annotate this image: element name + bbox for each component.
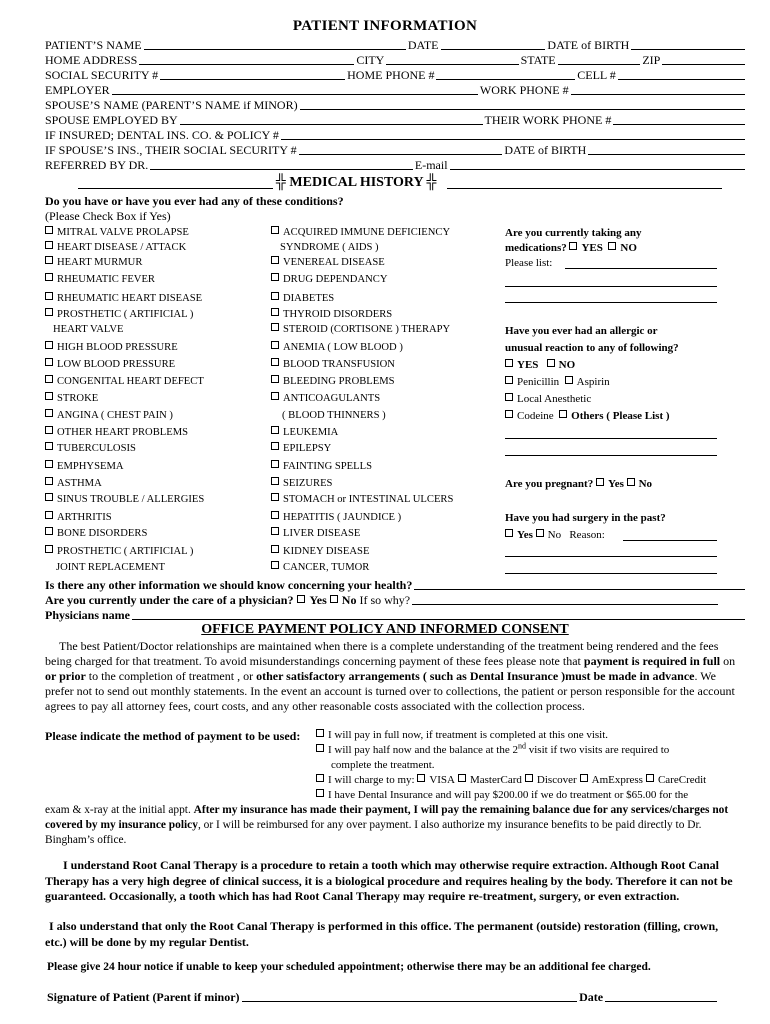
card-carecredit-label: CareCredit — [657, 774, 707, 786]
condition-label: FAINTING SPELLS — [283, 461, 372, 472]
card-amexpress-checkbox[interactable] — [580, 774, 588, 782]
policy-p1-part-c: on — [720, 654, 736, 668]
condition-item — [53, 323, 124, 336]
meds-yes-checkbox[interactable] — [569, 242, 577, 250]
row-ssn — [45, 68, 745, 82]
condition-checkbox[interactable] — [45, 358, 53, 366]
card-discover-label: Discover — [536, 774, 577, 786]
condition-item — [271, 545, 369, 558]
condition-label: PROSTHETIC ( ARTIFICIAL ) — [57, 546, 194, 557]
condition-item — [271, 292, 334, 305]
label-spouse-name: SPOUSE’S NAME (PARENT’S NAME if MINOR) — [45, 98, 298, 112]
condition-checkbox[interactable] — [271, 375, 279, 383]
policy-p2-part-c: , or I will be reimbursed for any over payment. I also authorize my insurance benefits to be paid directly to Dr. Bingham’s office. — [45, 819, 702, 846]
condition-checkbox[interactable] — [271, 527, 279, 535]
label-home-address: HOME ADDRESS — [45, 53, 138, 67]
condition-checkbox[interactable] — [45, 226, 53, 234]
other-info-label: Is there any other information we should know concerning your health? — [45, 578, 413, 592]
physician-yes-no — [297, 593, 410, 607]
condition-label: TUBERCULOSIS — [57, 443, 136, 454]
surgery-reason-field-3[interactable] — [505, 573, 717, 574]
condition-label: OTHER HEART PROBLEMS — [57, 427, 189, 438]
allergy-penicillin-aspirin — [505, 376, 610, 389]
medical-history-heading: ╬ MEDICAL HISTORY ╬ — [276, 175, 437, 190]
allergy-codeine-others — [505, 410, 670, 423]
condition-checkbox[interactable] — [45, 341, 53, 349]
pay-half-checkbox[interactable] — [316, 744, 324, 752]
physician-yes-checkbox[interactable] — [297, 595, 305, 603]
policy-p1-part-b: payment is required in full — [583, 654, 721, 668]
label-zip: ZIP — [642, 53, 661, 67]
meds-question-line1: Are you currently taking any — [505, 227, 642, 239]
condition-item — [280, 241, 379, 254]
condition-label: KIDNEY DISEASE — [283, 546, 370, 557]
surgery-row — [505, 529, 605, 542]
pay-half-label-b: visit if two visits are required to — [526, 744, 670, 756]
medical-history-title: MEDICAL HISTORY — [289, 175, 424, 190]
field-patient-name[interactable] — [144, 40, 406, 50]
condition-item — [45, 392, 98, 405]
payment-option-2 — [316, 741, 670, 757]
card-mastercard-label: MasterCard — [469, 774, 522, 786]
surgery-no-label: No — [547, 529, 562, 541]
condition-item — [45, 341, 178, 354]
condition-item — [45, 477, 102, 490]
label-state: STATE — [520, 53, 556, 67]
condition-item — [45, 442, 136, 455]
condition-item — [45, 426, 188, 439]
please-list-label: Please list: — [505, 257, 553, 269]
physicians-name-field[interactable] — [132, 610, 745, 620]
meds-yes-label: YES — [581, 242, 603, 254]
allergy-local-anesthetic — [505, 393, 591, 406]
condition-checkbox[interactable] — [45, 375, 53, 383]
label-employer: EMPLOYER — [45, 83, 110, 97]
penicillin-label: Penicillin — [517, 376, 560, 388]
policy-paragraph-1 — [45, 639, 740, 714]
condition-label: PROSTHETIC ( ARTIFICIAL ) — [57, 309, 194, 320]
condition-checkbox[interactable] — [271, 273, 279, 281]
other-info-field[interactable] — [414, 580, 745, 590]
physician-question: Are you currently under the care of a physician? — [45, 593, 294, 607]
pregnant-yes-checkbox[interactable] — [596, 478, 604, 486]
heading-rule-right — [447, 188, 722, 189]
condition-label: BONE DISORDERS — [57, 528, 148, 539]
policy-p2-part-a: exam & x-ray at the initial appt. — [45, 804, 194, 816]
condition-item — [271, 273, 387, 286]
condition-label: DIABETES — [283, 293, 335, 304]
pay-half-label-a: I will pay half now and the balance at the 2 — [328, 744, 518, 756]
field-spouse-dob[interactable] — [588, 145, 745, 155]
charge-card-label: I will charge to my: — [328, 774, 415, 786]
condition-label: BLEEDING PROBLEMS — [283, 376, 395, 387]
condition-item — [45, 493, 204, 506]
meds-no-label: NO — [620, 242, 637, 254]
field-home-phone[interactable] — [436, 70, 575, 80]
condition-item — [45, 308, 193, 321]
surgery-reason-field-1[interactable] — [623, 540, 717, 541]
label-home-phone: HOME PHONE # — [347, 68, 435, 82]
label-referred-by: REFERRED BY DR. — [45, 158, 149, 172]
page-title: PATIENT INFORMATION — [292, 18, 478, 34]
condition-label: HEART VALVE — [53, 324, 124, 335]
row-insurance — [45, 128, 745, 142]
signature-label: Signature of Patient (Parent if minor) — [47, 990, 240, 1004]
check-hint: (Please Check Box if Yes) — [45, 209, 171, 223]
field-dob[interactable] — [631, 40, 745, 50]
condition-checkbox[interactable] — [45, 292, 53, 300]
condition-item — [271, 561, 369, 574]
card-mastercard-checkbox[interactable] — [458, 774, 466, 782]
policy-paragraph-2 — [45, 803, 740, 848]
allergy-question-line1: Have you ever had an allergic or — [505, 325, 658, 337]
dental-insurance-label: I have Dental Insurance and will pay $200.00 if we do treatment or $65.00 for the — [328, 789, 689, 801]
meds-no-checkbox[interactable] — [608, 242, 616, 250]
condition-label: SYNDROME ( AIDS ) — [280, 242, 379, 253]
row-spouse-employer — [45, 113, 745, 127]
allergy-yes-label: YES — [517, 359, 539, 371]
condition-checkbox[interactable] — [271, 493, 279, 501]
condition-label: VENEREAL DISEASE — [283, 257, 385, 268]
codeine-label: Codeine — [517, 410, 554, 422]
pay-half-superscript: nd — [518, 741, 526, 751]
condition-checkbox[interactable] — [45, 273, 53, 281]
condition-checkbox[interactable] — [45, 511, 53, 519]
condition-label: RHEUMATIC HEART DISEASE — [57, 293, 203, 304]
label-ssn: SOCIAL SECURITY # — [45, 68, 159, 82]
pregnant-no-label: No — [638, 478, 653, 490]
condition-item — [45, 409, 173, 422]
field-employer[interactable] — [112, 85, 478, 95]
card-discover-checkbox[interactable] — [525, 774, 533, 782]
allergy-yes-checkbox[interactable] — [505, 359, 513, 367]
payment-option-2-cont: complete the treatment. — [331, 759, 435, 771]
condition-item — [271, 477, 332, 490]
condition-item — [45, 460, 124, 473]
field-spouse-name[interactable] — [300, 100, 745, 110]
condition-label: STEROID (CORTISONE ) THERAPY — [283, 324, 451, 335]
local-anesthetic-label: Local Anesthetic — [517, 393, 592, 405]
label-spouse-ins-ssn: IF SPOUSE’S INS., THEIR SOCIAL SECURITY # — [45, 143, 297, 157]
label-spouse-dob: DATE of BIRTH — [504, 143, 587, 157]
condition-checkbox[interactable] — [271, 460, 279, 468]
other-info-row — [45, 578, 745, 592]
condition-label: LIVER DISEASE — [283, 528, 361, 539]
allergy-no-checkbox[interactable] — [547, 359, 555, 367]
condition-checkbox[interactable] — [45, 409, 53, 417]
physician-row — [45, 593, 718, 607]
condition-checkbox[interactable] — [271, 341, 279, 349]
policy-p1-part-e: to the completion of treatment , or — [85, 669, 257, 683]
condition-item — [45, 358, 175, 371]
allergy-others-field-2[interactable] — [505, 455, 717, 456]
condition-label: ACQUIRED IMMUNE DEFICIENCY — [283, 227, 451, 238]
surgery-yes-checkbox[interactable] — [505, 529, 513, 537]
policy-p1-part-d: or prior — [45, 669, 86, 683]
condition-checkbox[interactable] — [271, 426, 279, 434]
field-city[interactable] — [386, 55, 518, 65]
condition-label: ASTHMA — [57, 478, 102, 489]
label-date: DATE — [407, 38, 439, 52]
pregnant-yes-label: Yes — [607, 478, 624, 490]
condition-item — [45, 511, 112, 524]
condition-label: RHEUMATIC FEVER — [57, 274, 155, 285]
condition-label: STOMACH or INTESTINAL ULCERS — [283, 494, 454, 505]
pay-in-full-checkbox[interactable] — [316, 729, 324, 737]
field-email[interactable] — [450, 160, 745, 170]
physician-no-checkbox[interactable] — [330, 595, 338, 603]
card-visa-label: VISA — [429, 774, 455, 786]
condition-label: BLOOD TRANSFUSION — [283, 359, 395, 370]
row-spouse-ins — [45, 143, 745, 157]
meds-list-field-3[interactable] — [505, 302, 717, 303]
condition-label: HEART MURMUR — [57, 257, 143, 268]
label-patient-name: PATIENT’S NAME — [45, 38, 142, 52]
condition-item — [271, 341, 403, 354]
condition-item — [271, 308, 392, 321]
condition-checkbox[interactable] — [271, 256, 279, 264]
condition-label: JOINT REPLACEMENT — [56, 562, 165, 573]
card-carecredit-checkbox[interactable] — [646, 774, 654, 782]
condition-checkbox[interactable] — [45, 477, 53, 485]
meds-list-field-2[interactable] — [505, 286, 717, 287]
label-insurance: IF INSURED; DENTAL INS. CO. & POLICY # — [45, 128, 279, 142]
restoration-paragraph: I also understand that only the Root Canal Therapy is performed in this office. The permanent (outside) restoration (filling, crown, etc.) will be done by my regular Dentist. — [45, 919, 719, 949]
dental-insurance-checkbox[interactable] — [316, 789, 324, 797]
pregnant-no-checkbox[interactable] — [627, 478, 635, 486]
physicians-name-label: Physicians name — [45, 608, 131, 622]
condition-checkbox[interactable] — [45, 442, 53, 450]
condition-checkbox[interactable] — [45, 392, 53, 400]
condition-checkbox[interactable] — [45, 256, 53, 264]
condition-label: EPILEPSY — [283, 443, 332, 454]
policy-p1-part-f: other satisfactory arrangements ( such as Dental Insurance )must be made in advance — [256, 669, 695, 683]
field-spouse-ins-ssn[interactable] — [299, 145, 503, 155]
meds-question-label: medications? — [505, 242, 567, 254]
condition-checkbox[interactable] — [271, 292, 279, 300]
allergy-yes-no — [505, 359, 575, 372]
condition-label: CONGENITAL HEART DEFECT — [57, 376, 204, 387]
condition-item — [271, 226, 450, 239]
codeine-checkbox[interactable] — [505, 410, 513, 418]
row-employer — [45, 83, 745, 97]
condition-label: MITRAL VALVE PROLAPSE — [57, 227, 189, 238]
surgery-yes-label: Yes — [517, 529, 533, 541]
condition-label: SINUS TROUBLE / ALLERGIES — [57, 494, 205, 505]
label-their-work-phone: THEIR WORK PHONE # — [484, 113, 612, 127]
meds-question-line2 — [505, 242, 637, 255]
condition-checkbox[interactable] — [45, 493, 53, 501]
penicillin-checkbox[interactable] — [505, 376, 513, 384]
surgery-reason-label: Reason: — [569, 529, 605, 541]
condition-label: ARTHRITIS — [57, 512, 112, 523]
surgery-question: Have you had surgery in the past? — [505, 512, 666, 524]
condition-checkbox[interactable] — [271, 561, 279, 569]
conditions-question: Do you have or have you ever had any of these conditions? — [45, 194, 344, 208]
condition-item — [271, 511, 401, 524]
signature-row — [47, 990, 717, 1004]
condition-item — [271, 323, 450, 336]
condition-label: HEPATITIS ( JAUNDICE ) — [283, 512, 402, 523]
allergy-others-field-1[interactable] — [505, 438, 717, 439]
payment-option-4 — [316, 789, 688, 802]
signature-date-field[interactable] — [605, 992, 717, 1002]
pay-in-full-label: I will pay in full now, if treatment is completed at this one visit. — [328, 729, 609, 741]
physician-no-label: No — [341, 593, 357, 607]
payment-option-1 — [316, 729, 608, 742]
condition-item — [45, 527, 147, 540]
meds-list-field-1[interactable] — [565, 268, 717, 269]
condition-item — [45, 545, 193, 558]
policy-heading: OFFICE PAYMENT POLICY AND INFORMED CONSENT — [201, 622, 569, 637]
condition-item — [271, 442, 331, 455]
condition-item — [45, 256, 142, 269]
condition-checkbox[interactable] — [271, 226, 279, 234]
condition-label: THYROID DISORDERS — [283, 309, 393, 320]
field-referred-by[interactable] — [150, 160, 413, 170]
row-patient-name — [45, 38, 745, 52]
surgery-no-checkbox[interactable] — [536, 529, 544, 537]
card-amexpress-label: AmExpress — [591, 774, 643, 786]
label-work-phone: WORK PHONE # — [479, 83, 569, 97]
condition-checkbox[interactable] — [271, 442, 279, 450]
physician-yes-label: Yes — [309, 593, 327, 607]
allergy-no-label: NO — [558, 359, 576, 371]
condition-label: DRUG DEPENDANCY — [283, 274, 388, 285]
physicians-name-row — [45, 608, 745, 622]
condition-label: HIGH BLOOD PRESSURE — [57, 342, 178, 353]
others-label: Others ( Please List ) — [571, 410, 670, 422]
condition-checkbox[interactable] — [271, 308, 279, 316]
root-canal-paragraph: I understand Root Canal Therapy is a procedure to retain a tooth which may otherwise require extraction. Although Root Canal Therapy has a very high degree of clinical success, it is a biological procedure and requires healing by the body. Therefore it can not be guaranteed. Occasionally, a tooth which has had Root Canal Therapy may require re-treatment, surgery, or even extraction. — [45, 858, 733, 903]
condition-checkbox[interactable] — [271, 511, 279, 519]
condition-checkbox[interactable] — [271, 477, 279, 485]
condition-checkbox[interactable] — [45, 241, 53, 249]
aspirin-label: Aspirin — [576, 376, 610, 388]
condition-item — [271, 493, 453, 506]
condition-item — [271, 358, 395, 371]
condition-item — [271, 256, 385, 269]
field-cell[interactable] — [618, 70, 745, 80]
surgery-reason-field-2[interactable] — [505, 556, 717, 557]
aspirin-checkbox[interactable] — [565, 376, 573, 384]
label-city: CITY — [356, 53, 385, 67]
pregnant-row — [505, 478, 652, 491]
condition-checkbox[interactable] — [45, 426, 53, 434]
condition-label: EMPHYSEMA — [57, 461, 124, 472]
field-home-address[interactable] — [139, 55, 354, 65]
policy-p2-part-b: After my insurance has made their payment, I will pay the remaining balance due for any services/charges not covered by my insurance policy — [45, 804, 729, 831]
condition-label: ANEMIA ( LOW BLOOD ) — [283, 342, 403, 353]
field-zip[interactable] — [662, 55, 745, 65]
condition-checkbox[interactable] — [271, 392, 279, 400]
condition-item — [271, 460, 372, 473]
policy-p1-part-g: . We prefer not to send out monthly statements. In the event an account is turned over to collections, the patient or person responsible for the account agrees to pay all attorney fees, court costs, and any other reasonable costs associated with the collection process. — [45, 669, 735, 713]
label-spouse-employer: SPOUSE EMPLOYED BY — [45, 113, 178, 127]
field-work-phone[interactable] — [571, 85, 745, 95]
condition-item — [271, 375, 395, 388]
heading-rule-left — [78, 188, 273, 189]
condition-checkbox[interactable] — [271, 358, 279, 366]
payment-method-label: Please indicate the method of payment to be used: — [45, 729, 301, 743]
if-so-why-label: If so why? — [359, 593, 411, 607]
field-date[interactable] — [441, 40, 546, 50]
field-state[interactable] — [558, 55, 641, 65]
pregnant-label: Are you pregnant? — [505, 478, 594, 490]
condition-label: ANTICOAGULANTS — [283, 393, 381, 404]
field-their-work-phone[interactable] — [613, 115, 745, 125]
signature-field[interactable] — [242, 992, 578, 1002]
card-options — [417, 774, 709, 786]
physician-reason-field[interactable] — [412, 595, 718, 605]
label-dob: DATE of BIRTH — [547, 38, 630, 52]
condition-checkbox[interactable] — [45, 545, 53, 553]
condition-label: SEIZURES — [283, 478, 333, 489]
condition-item — [56, 561, 165, 574]
local-anesthetic-checkbox[interactable] — [505, 393, 513, 401]
label-cell: CELL # — [577, 68, 616, 82]
condition-label: ANGINA ( CHEST PAIN ) — [57, 410, 173, 421]
row-spouse-name — [45, 98, 745, 112]
condition-item — [271, 392, 380, 405]
condition-label: LOW BLOOD PRESSURE — [57, 359, 176, 370]
label-email: E-mail — [414, 158, 448, 172]
field-insurance[interactable] — [281, 130, 745, 140]
condition-item — [45, 226, 189, 239]
condition-checkbox[interactable] — [45, 527, 53, 535]
field-ssn[interactable] — [160, 70, 345, 80]
condition-label: STROKE — [57, 393, 99, 404]
condition-label: HEART DISEASE / ATTACK — [57, 242, 187, 253]
condition-checkbox[interactable] — [45, 308, 53, 316]
payment-option-3 — [316, 774, 709, 787]
allergy-question-line2: unusual reaction to any of following? — [505, 342, 679, 354]
field-spouse-employer[interactable] — [180, 115, 483, 125]
appointment-notice: Please give 24 hour notice if unable to keep your scheduled appointment; otherwise there may be an additional fee charged. — [47, 961, 651, 973]
condition-item — [45, 241, 186, 254]
others-checkbox[interactable] — [559, 410, 567, 418]
condition-item — [45, 273, 155, 286]
condition-label: LEUKEMIA — [283, 427, 339, 438]
condition-label: CANCER, TUMOR — [283, 562, 370, 573]
condition-item — [271, 426, 338, 439]
row-referred — [45, 158, 745, 172]
condition-label: ( BLOOD THINNERS ) — [282, 410, 386, 421]
policy-p1-part-a: The best Patient/Doctor relationships are maintained when there is a complete understanding of the treatment being rendered and the fees being charged for that treatment. To avoid misunderstandings concerning payment of these fees please note that — [45, 639, 719, 668]
condition-checkbox[interactable] — [45, 460, 53, 468]
card-visa-checkbox[interactable] — [417, 774, 425, 782]
condition-checkbox[interactable] — [271, 545, 279, 553]
condition-item — [45, 375, 204, 388]
condition-item — [45, 292, 202, 305]
condition-item — [282, 409, 386, 422]
signature-date-label: Date — [579, 990, 604, 1004]
charge-card-checkbox[interactable] — [316, 774, 324, 782]
condition-item — [271, 527, 360, 540]
condition-checkbox[interactable] — [271, 323, 279, 331]
row-home-address — [45, 53, 745, 67]
